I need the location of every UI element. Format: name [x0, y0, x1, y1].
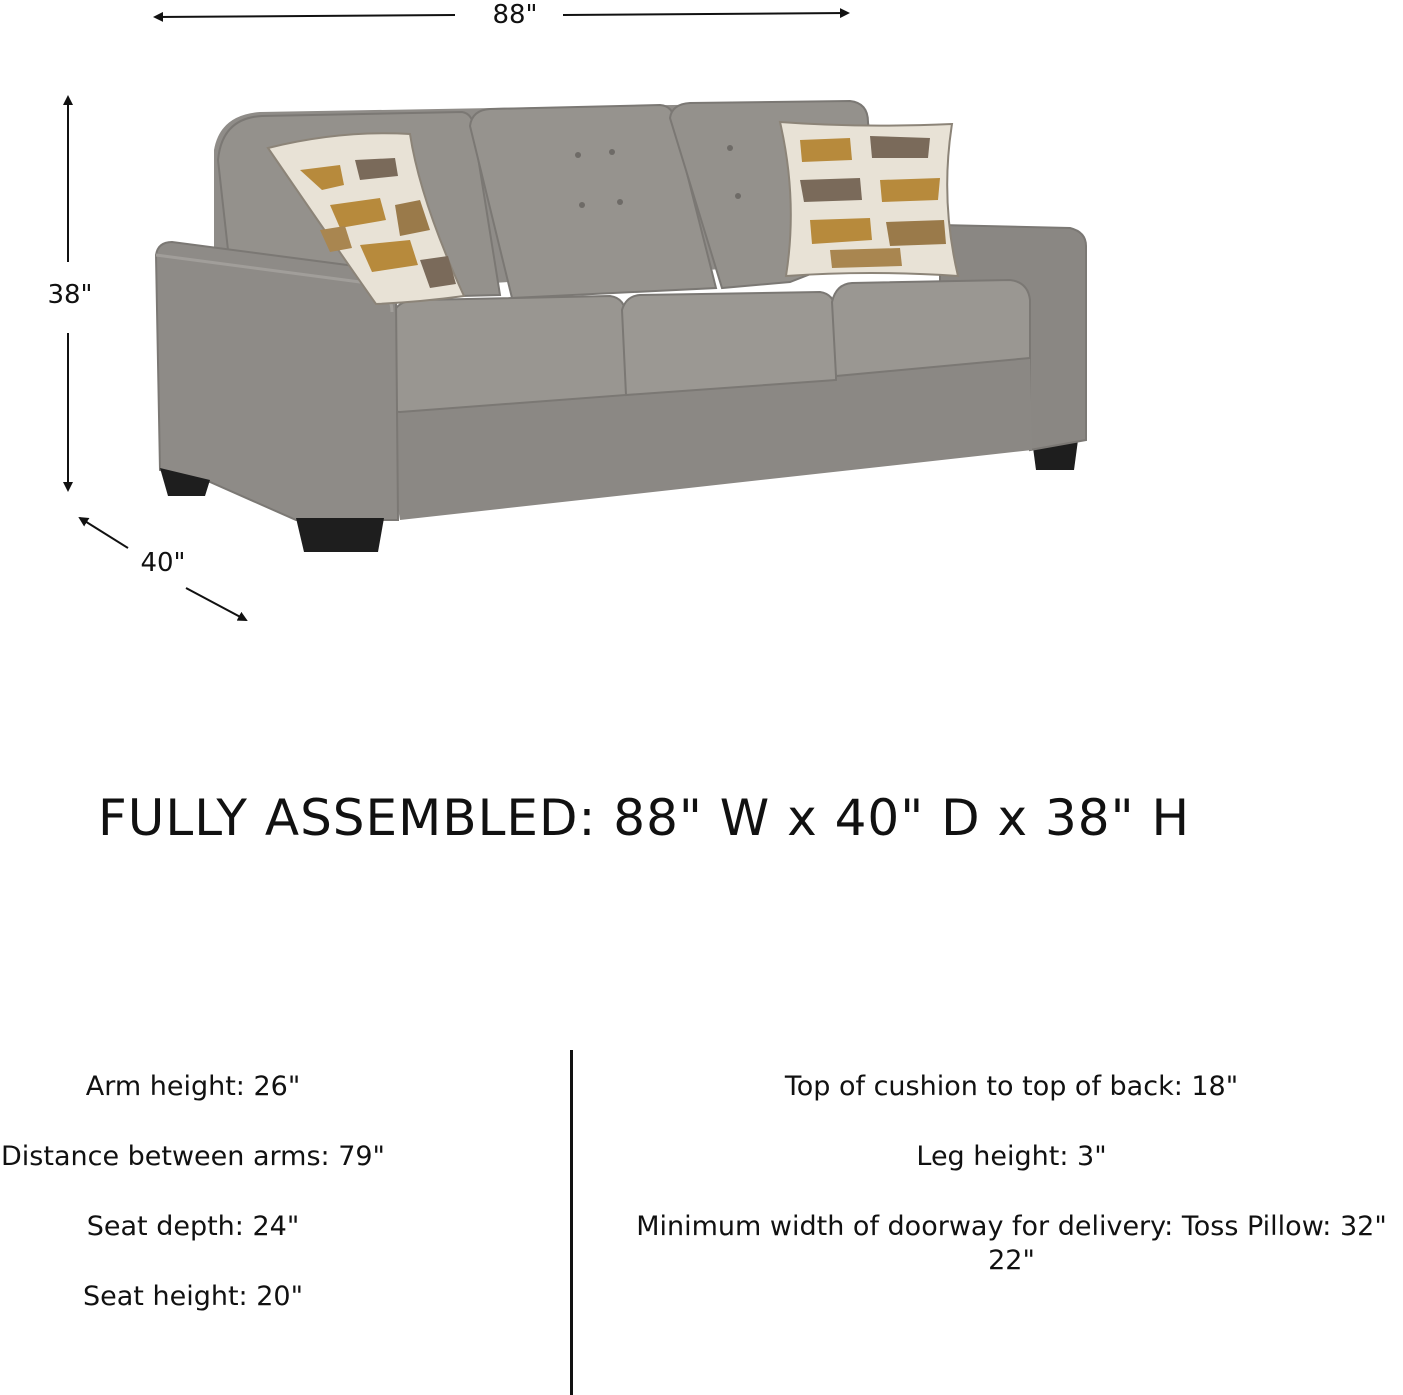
spec-seat-height: Seat height: 20" — [83, 1281, 303, 1312]
spec-doorway-width: Minimum width of doorway for delivery: Toss Pillow: 32" 22" — [636, 1211, 1387, 1276]
width-dimension-label: 88" — [492, 0, 538, 30]
depth-arrow-front — [186, 588, 246, 620]
specs-left-column — [0, 1070, 386, 1350]
seat-cushion-middle — [622, 292, 836, 395]
seat-cushion-left — [392, 296, 626, 412]
spec-seat-depth: Seat depth: 24" — [86, 1211, 300, 1242]
assembled-dimensions-headline: FULLY ASSEMBLED: 88" W x 40" D x 38" H — [98, 789, 1191, 847]
depth-arrow-back — [80, 518, 128, 548]
spec-leg-height: Leg height: 3" — [916, 1141, 1107, 1172]
spec-cushion-to-back: Top of cushion to top of back: 18" — [784, 1071, 1239, 1102]
front-left-leg — [296, 518, 384, 552]
sofa-illustration — [156, 101, 1086, 552]
specs-right-column — [620, 1070, 1403, 1314]
width-arrow-right — [563, 13, 848, 15]
height-dimension-label: 38" — [47, 280, 93, 310]
spec-arm-height: Arm height: 26" — [85, 1071, 301, 1102]
spec-distance-between-arms: Distance between arms: 79" — [1, 1141, 385, 1172]
depth-dimension-label: 40" — [140, 548, 186, 578]
width-arrow-left — [155, 15, 455, 17]
column-divider — [570, 1050, 573, 1395]
seat-cushion-right — [832, 280, 1030, 376]
toss-pillow-right — [780, 122, 958, 276]
